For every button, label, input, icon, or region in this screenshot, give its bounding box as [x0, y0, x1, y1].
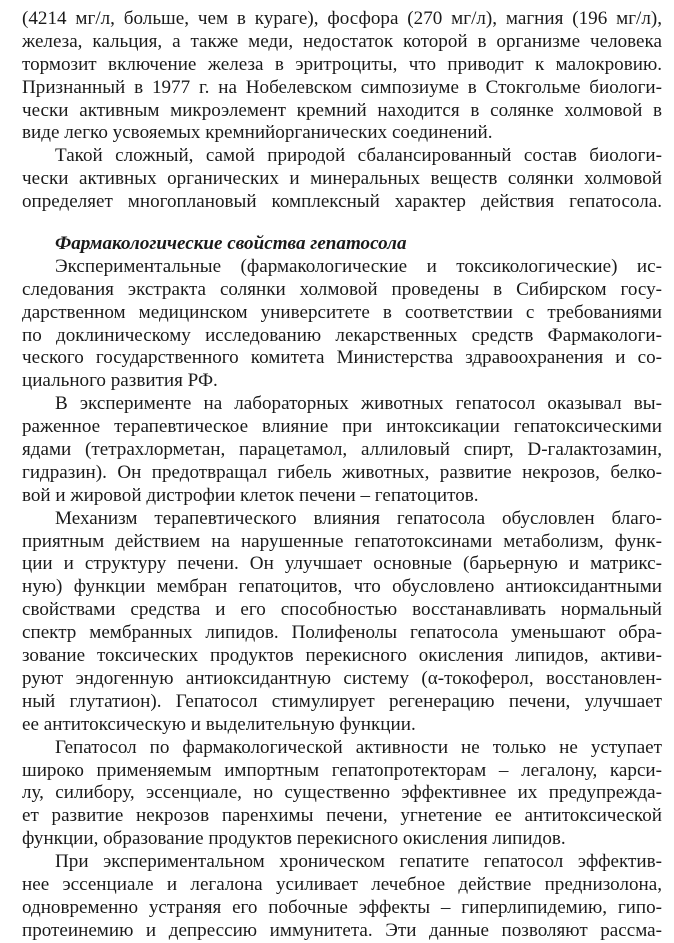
text-line: гидразин). Он предотвращал гибель животных, развитие некрозов, белко- [22, 461, 662, 483]
text-line: определяет многоплановый комплексный характер действия гепатосола. [22, 191, 662, 213]
text-line: ный глутатион). Гепатосол стимулирует регенерацию печени, улучшает [22, 690, 662, 712]
text-line: чески активных органических и минеральных веществ солянки холмовой [22, 168, 662, 190]
text-line: спектр мембранных липидов. Полифенолы гепатосола уменьшают обра- [22, 622, 662, 644]
text-line: нее эссенциале и легалона усиливает лечебное действие преднизолона, [22, 873, 662, 895]
text-line: свойствами средства и его способностью восстанавливать нормальный [22, 599, 662, 621]
text-line: вой и жировой дистрофии клеток печени – гепатоцитов. [22, 484, 479, 506]
text-line: одновременно устраняя его побочные эффекты – гиперлипидемию, гипо- [22, 896, 662, 918]
text-line: приятным действием на нарушенные гепатотоксинами метаболизм, функ- [22, 530, 662, 552]
document-page [22, 8, 662, 943]
text-line: ную) функции мембран гепатоцитов, что обусловлено антиоксидантными [22, 576, 662, 598]
text-line: (4214 мг/л, больше, чем в кураге), фосфора (270 мг/л), магния (196 мг/л), [22, 8, 662, 29]
text-line: железа, кальция, а также меди, недостаток которой в организме человека [22, 30, 662, 52]
text-line: функции, образование продуктов перекисного окисления липидов. [22, 828, 566, 850]
paragraph [22, 737, 662, 851]
text-line: Такой сложный, самой природой сбалансированный состав биологи- [55, 145, 662, 167]
text-line: протеинемию и депрессию иммунитета. Эти данные позволяют рассма- [22, 919, 662, 941]
text-line: В эксперименте на лабораторных животных гепатосол оказывал вы- [55, 393, 662, 415]
text-line: дарственном медицинском университете в соответствии с требованиями [22, 301, 662, 323]
paragraph [22, 256, 662, 393]
text-line: зование токсических продуктов перекисного окисления липидов, активи- [22, 645, 662, 667]
text-line: циального развития РФ. [22, 370, 218, 392]
section-heading: Фармакологические свойства гепатосола [55, 233, 407, 255]
text-line: ческого государственного комитета Министерства здравоохранения и со- [22, 347, 662, 369]
text-line: ет развитие некрозов паренхимы печени, угнетение ее антитоксической [22, 805, 662, 827]
text-line: тормозит включение железа в эритроциты, что приводит к малокровию. [22, 53, 662, 75]
paragraph [22, 8, 662, 145]
text-line: чески активным микроэлемент кремний находится в солянке холмовой в [22, 99, 662, 121]
text-line: ядами (тетрахлорметан, парацетамол, аллиловый спирт, D-галактозамин, [22, 439, 662, 461]
text-line: по доклиническому исследованию лекарственных средств Фармакологи- [22, 324, 662, 346]
text-line: ции и структуру печени. Он улучшает основные (барьерную и матрикс- [22, 553, 662, 575]
text-line: Механизм терапевтического влияния гепатосола обусловлен благо- [55, 507, 662, 529]
text-line: Экспериментальные (фармакологические и токсикологические) ис- [55, 255, 662, 277]
text-line: широко применяемым импортным гепатопротекторам – легалону, карси- [22, 759, 662, 781]
paragraph [22, 145, 662, 214]
text-line: ее антитоксическую и выделительную функции. [22, 713, 416, 735]
text-line: лу, силибору, эссенциале, но существенно эффективнее их предупрежда- [22, 782, 662, 804]
text-line: Гепатосол по фармакологической активности не только не уступает [55, 736, 662, 758]
paragraph [22, 393, 662, 507]
text-line: руют эндогенную антиоксидантную систему (α-токоферол, восстановлен- [22, 667, 662, 689]
paragraph [22, 508, 662, 737]
text-line: Признанный в 1977 г. на Нобелевском симпозиуме в Стокгольме биологи- [22, 76, 662, 98]
text-line: При экспериментальном хроническом гепатите гепатосол эффектив- [55, 851, 662, 873]
text-line: следования экстракта солянки холмовой проведены в Сибирском госу- [22, 278, 662, 300]
text-line: виде легко усвояемых кремнийорганических соединений. [22, 122, 493, 144]
text-line: раженное терапевтическое влияние при интоксикации гепатоксическими [22, 416, 662, 438]
